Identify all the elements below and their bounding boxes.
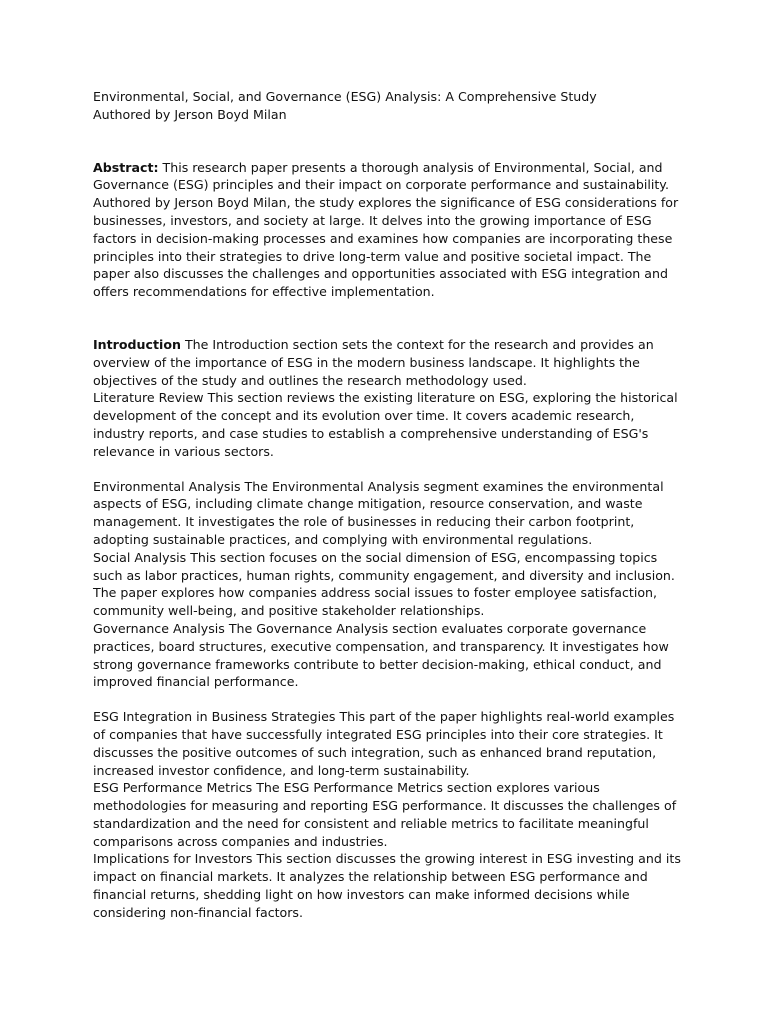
intro-group	[93, 336, 683, 461]
investor-implications-paragraph: Implications for Investors This section discusses the growing interest in ESG investing and its impact on financial markets. It analyzes the relationship between ESG performance and financial returns, shedding light on how investors can make informed decisions while considering non-financial factors.	[93, 851, 681, 920]
social-analysis-paragraph: Social Analysis This section focuses on the social dimension of ESG, encompassing topics such as labor practices, human rights, community engagement, and diversity and inclusion. The paper explores how companies address social issues to foster employee satisfaction, community well-being, and positive stakeholder relationships.	[93, 549, 675, 619]
title-block	[93, 88, 683, 124]
document-author: Authored by Jerson Boyd Milan	[93, 106, 287, 122]
literature-review-paragraph: Literature Review This section reviews the existing literature on ESG, exploring the historical development of the concept and its evolution over time. It covers academic research, industry reports, and case studies to establish a comprehensive understanding of ESG's relevance in various sectors.	[93, 390, 678, 459]
introduction-text: The Introduction section sets the context for the research and provides an overview of the importance of ESG in the modern business landscape. It highlights the objectives of the study and outlines the research methodology used.	[93, 336, 654, 388]
esg-integration-paragraph: ESG Integration in Business Strategies This part of the paper highlights real-world examples of companies that have successfully integrated ESG principles into their core strategies. It discusses the positive outcomes of such integration, such as enhanced brand reputation, increased investor confidence, and long-term sustainability.	[93, 709, 675, 778]
integration-group	[93, 708, 683, 922]
introduction-paragraph	[93, 336, 683, 389]
document-title: Environmental, Social, and Governance (ESG) Analysis: A Comprehensive Study	[93, 89, 597, 104]
esg-metrics-paragraph: ESG Performance Metrics The ESG Performance Metrics section explores various methodologies for measuring and reporting ESG performance. It discusses the challenges of standardization and the need for consistent and reliable metrics to facilitate meaningful comparisons across companies and industries.	[93, 780, 677, 849]
abstract-label: Abstract:	[93, 159, 159, 175]
introduction-label: Introduction	[93, 336, 181, 352]
analysis-group	[93, 478, 683, 692]
abstract-text: This research paper presents a thorough analysis of Environmental, Social, and Governance (ESG) principles and their impact on corporate performance and sustainability. Authored by Jerson Boyd Milan, the study explores the significance of ESG considerations for businesses, investors, and society at large. It delves into the growing importance of ESG factors in decision-making processes and examines how companies are incorporating these principles into their strategies to drive long-term value and positive societal impact. The paper also discusses the challenges and opportunities associated with ESG integration and offers recommendations for effective implementation.	[93, 159, 679, 300]
environmental-analysis-paragraph: Environmental Analysis The Environmental Analysis segment examines the environmental aspects of ESG, including climate change mitigation, resource conservation, and waste management. It investigates the role of businesses in reducing their carbon footprint, adopting sustainable practices, and complying with environmental regulations.	[93, 478, 664, 547]
abstract-paragraph	[93, 159, 683, 301]
governance-analysis-paragraph: Governance Analysis The Governance Analysis section evaluates corporate governance practices, board structures, executive compensation, and transparency. It investigates how strong governance frameworks contribute to better decision-making, ethical conduct, and improved financial performance.	[93, 620, 669, 690]
document-page	[93, 88, 683, 922]
